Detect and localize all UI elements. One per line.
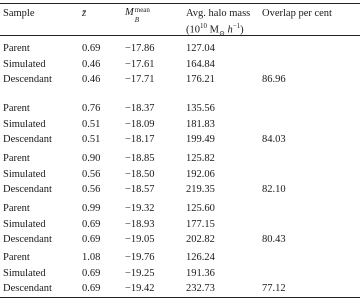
cell-magnitude: −19.32 bbox=[125, 203, 155, 214]
cell-halo-mass: 126.24 bbox=[186, 252, 215, 263]
cell-halo-mass: 181.83 bbox=[186, 118, 215, 130]
cell-halo-mass: 202.82 bbox=[186, 234, 215, 245]
cell-magnitude: −19.76 bbox=[125, 252, 155, 263]
cell-redshift: 0.99 bbox=[82, 203, 101, 214]
table-top-rule bbox=[0, 3, 360, 4]
header-sample: Sample bbox=[3, 8, 35, 19]
cell-redshift: 0.56 bbox=[82, 184, 101, 195]
cell-redshift: 0.69 bbox=[82, 218, 101, 230]
cell-halo-mass: 192.06 bbox=[186, 168, 215, 180]
cell-magnitude: −17.86 bbox=[125, 43, 155, 54]
header-overlap: Overlap per cent bbox=[262, 8, 332, 19]
cell-redshift: 0.76 bbox=[82, 103, 101, 114]
cell-sample: Parent bbox=[3, 103, 30, 114]
cell-sample: Parent bbox=[3, 203, 30, 214]
cell-halo-mass: 125.60 bbox=[186, 203, 215, 214]
cell-redshift: 0.46 bbox=[82, 58, 101, 70]
cell-halo-mass: 177.15 bbox=[186, 218, 215, 230]
cell-magnitude: −18.85 bbox=[125, 153, 155, 164]
cell-magnitude: −18.57 bbox=[125, 184, 155, 195]
cell-sample: Simulated bbox=[3, 218, 46, 230]
cell-sample: Simulated bbox=[3, 58, 46, 70]
cell-redshift: 0.51 bbox=[82, 118, 101, 130]
cell-halo-mass: 135.56 bbox=[186, 103, 215, 114]
cell-magnitude: −17.71 bbox=[125, 74, 155, 85]
cell-halo-mass: 219.35 bbox=[186, 184, 215, 195]
cell-halo-mass: 176.21 bbox=[186, 74, 215, 85]
table-header-rule bbox=[0, 35, 360, 36]
cell-halo-mass: 125.82 bbox=[186, 153, 215, 164]
cell-sample: Parent bbox=[3, 153, 30, 164]
cell-magnitude: −18.17 bbox=[125, 134, 155, 145]
cell-sample: Descendant bbox=[3, 134, 52, 145]
cell-sample: Parent bbox=[3, 252, 30, 263]
header-halo-units bbox=[186, 20, 244, 40]
header-halo-close: ) bbox=[240, 24, 244, 36]
cell-magnitude: −18.09 bbox=[125, 118, 155, 130]
header-halo-exp: 10 bbox=[200, 22, 207, 30]
cell-redshift: 0.69 bbox=[82, 43, 101, 54]
cell-redshift: 0.69 bbox=[82, 234, 101, 245]
cell-sample: Descendant bbox=[3, 234, 52, 245]
cell-halo-mass: 199.49 bbox=[186, 134, 215, 145]
header-magnitude-sub: B bbox=[134, 16, 140, 24]
cell-redshift: 0.69 bbox=[82, 267, 101, 279]
cell-magnitude: −19.05 bbox=[125, 234, 155, 245]
cell-sample: Simulated bbox=[3, 118, 46, 130]
cell-overlap: 82.10 bbox=[262, 184, 286, 195]
cell-redshift: 1.08 bbox=[82, 252, 101, 263]
header-halo-h-exp: −1 bbox=[232, 22, 241, 30]
cell-redshift: 0.69 bbox=[82, 283, 101, 294]
cell-halo-mass: 232.73 bbox=[186, 283, 215, 294]
cell-magnitude: −19.42 bbox=[125, 283, 155, 294]
cell-sample: Descendant bbox=[3, 74, 52, 85]
cell-redshift: 0.90 bbox=[82, 153, 101, 164]
cell-overlap: 86.96 bbox=[262, 74, 286, 85]
cell-overlap: 84.03 bbox=[262, 134, 286, 145]
cell-redshift: 0.46 bbox=[82, 74, 101, 85]
cell-sample: Descendant bbox=[3, 184, 52, 195]
header-magnitude-symbol: M bbox=[125, 7, 134, 18]
header-halo-mass: Avg. halo mass bbox=[186, 8, 251, 19]
cell-magnitude: −18.50 bbox=[125, 168, 155, 180]
cell-halo-mass: 191.36 bbox=[186, 267, 215, 279]
cell-magnitude: −17.61 bbox=[125, 58, 155, 70]
cell-overlap: 77.12 bbox=[262, 283, 286, 294]
header-halo-units-open: (10 bbox=[186, 24, 200, 36]
cell-overlap: 80.43 bbox=[262, 234, 286, 245]
cell-sample: Simulated bbox=[3, 267, 46, 279]
table-bottom-rule bbox=[0, 297, 360, 298]
cell-halo-mass: 164.84 bbox=[186, 58, 215, 70]
header-redshift: z̄ bbox=[82, 8, 87, 19]
cell-sample: Descendant bbox=[3, 283, 52, 294]
cell-magnitude: −18.37 bbox=[125, 103, 155, 114]
cell-halo-mass: 127.04 bbox=[186, 43, 215, 54]
cell-magnitude: −18.93 bbox=[125, 218, 155, 230]
header-halo-h: h bbox=[224, 24, 233, 36]
cell-magnitude: −19.25 bbox=[125, 267, 155, 279]
header-halo-sun-symbol: ⊙ bbox=[218, 29, 225, 38]
cell-redshift: 0.56 bbox=[82, 168, 101, 180]
cell-sample: Parent bbox=[3, 43, 30, 54]
header-halo-msun: M bbox=[207, 24, 219, 36]
header-magnitude bbox=[125, 6, 152, 24]
cell-sample: Simulated bbox=[3, 168, 46, 180]
cell-redshift: 0.51 bbox=[82, 134, 101, 145]
header-magnitude-sup: mean bbox=[134, 6, 150, 14]
